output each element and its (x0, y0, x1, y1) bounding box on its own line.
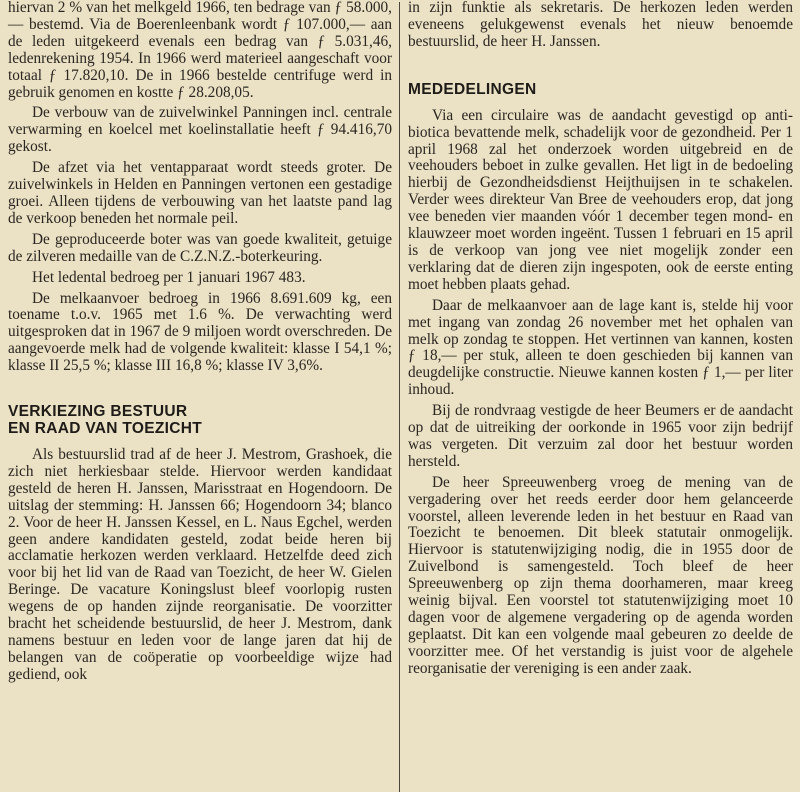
paragraph-election: Als bestuurslid trad af de heer J. Mestrom, Grashoek, die zich niet herkiesbaar stelde. Hiervoor werden kandidaat gesteld de heren H. Janssen, Marisstraat en Hogendoorn. De uitslag der stemming: H. Janssen 66; Hogendoorn 34; blanco 2. Voor de heer H. Janssen Kessel, en L. Naus Egchel, werden geen andere kandidaten gesteld, zodat beide heren bij acclamatie herkozen werden verklaard. Hetzelfde deed zich voor bij het lid van de Raad van Toezicht, de heer W. Gielen Beringe. De vacature Koningslust bleef voorlopig rusten wegens de op handen zijnde reorganisatie. De voorzitter bracht het scheidende bestuurslid, de heer J. Mestrom, dank namens bestuur en leden voor de lange jaren dat hij de belangen van de coöperatie op voorbeeldige wijze had gediend, ook (8, 446, 392, 683)
paragraph-membership: Het ledental bedroeg per 1 januari 1967 483. (32, 268, 306, 286)
section-heading-announcements: MEDEDELINGEN (408, 80, 537, 98)
paragraph-statutes: De heer Spreeuwenberg vroeg de mening van de vergadering over het reeds eerder door hem gelanceerde voorstel, alleen leverende leden in het bestuur en Raad van Toezicht te benoemen. Dit bleek statutair onmogelijk. Hiervoor is statutenwijziging nodig, die in 1955 door de Zuivelbond is samengesteld. Toch bleef de heer Spreeuwenberg op zijn thema doorhameren, maar kreeg weinig bijval. Een voorstel tot statutenwijziging moet 10 dagen voor de algemene vergadering op de agenda worden geplaatst. Dit kan een volgende maal gebeuren zo deelde de voorzitter mee. Of het verstandig is juist voor de algehele reorganisatie der vereniging is een ander zaak. (408, 473, 793, 677)
section-heading-election (8, 403, 392, 437)
paragraph-certificate: Bij de rondvraag vestigde de heer Beumers er de aandacht op dat de uitreiking der oorkonde in 1965 voor zijn bedrijf was vergeten. Dit verzuim zal door het bestuur worden hersteld. (408, 402, 793, 470)
section-heading-election-line1: VERKIEZING BESTUUR (8, 403, 188, 421)
paragraph-sales: De afzet via het ventapparaat wordt steeds groter. De zuivelwinkels in Helden en Panningen vertonen een gestadige groei. Alleen tijdens de verbouwing van het laatste pand lag de verkoop beneden het normale peil. (8, 159, 392, 227)
paragraph-antibiotics: Via een circulaire was de aandacht gevestigd op anti-biotica bevattende melk, schadelijk voor de gezondheid. Per 1 april 1968 zal het onderzoek worden uitgebreid en de veehouders beboet in zulke gevallen. Het ligt in de bedoeling hierbij de Gezondheidsdienst Heijthuijsen in te schakelen. Verder wees direkteur Van Bree de veehouders erop, dat jong vee beneden vier maanden vóór 1 december tegen mond- en klauwzeer moet worden ingeënt. Tussen 1 februari en 15 april is de verkoop van jong vee niet mogelijk zonder een verklaring dat de dieren zijn ingespoten, ook de eerste enting moet hebben plaats gehad. (408, 106, 793, 293)
paragraph-renovation: De verbouw van de zuivelwinkel Panningen incl. centrale verwarming en koelcel met koelinstallatie heeft ƒ 94.416,70 gekost. (8, 104, 392, 156)
paragraph-continuation: in zijn funktie als sekretaris. De herkozen leden werden eveneens gelukgewenst evenals het nieuw benoemde bestuurslid, de heer H. Janssen. (408, 0, 793, 50)
paragraph-finances: hiervan 2 % van het melkgeld 1966, ten bedrage van ƒ 58.000,— bestemd. Via de Boerenleenbank wordt ƒ 107.000,— aan de leden uitgekeerd evenals een bedrag van ƒ 5.031,46, ledenrekening 1954. In 1966 werd materieel aangeschaft voor totaal ƒ 17.820,10. De in 1966 bestelde centrifuge werd in gebruik genomen en kostte ƒ 28.208,05. (8, 0, 392, 101)
section-heading-election-line2: EN RAAD VAN TOEZICHT (8, 420, 203, 438)
paragraph-sunday-collection: Daar de melkaanvoer aan de lage kant is, stelde hij voor met ingang van zondag 26 november met het ophalen van melk op zondag te stoppen. Het vertinnen van kannen, kosten ƒ 18,— per stuk, alleen te doen geschieden bij kannen van deugdelijke constructie. Nieuwe kannen kosten ƒ 1,— per liter inhoud. (408, 296, 793, 399)
left-column (8, 0, 399, 792)
paragraph-butter: De geproduceerde boter was van goede kwaliteit, getuige de zilveren medaille van de C.Z.N.Z.-boterkeuring. (8, 230, 392, 265)
right-column (400, 0, 793, 792)
paragraph-milk-supply: De melkaanvoer bedroeg in 1966 8.691.609 kg, een toename t.o.v. 1965 met 1.6 %. De verwachting werd uitgesproken dat in 1967 de 9 miljoen wordt overschreden. De aangevoerde melk had de volgende kwaliteit: klasse I 54,1 %; klasse II 25,5 %; klasse III 16,8 %; klasse IV 3,6%. (8, 289, 392, 375)
